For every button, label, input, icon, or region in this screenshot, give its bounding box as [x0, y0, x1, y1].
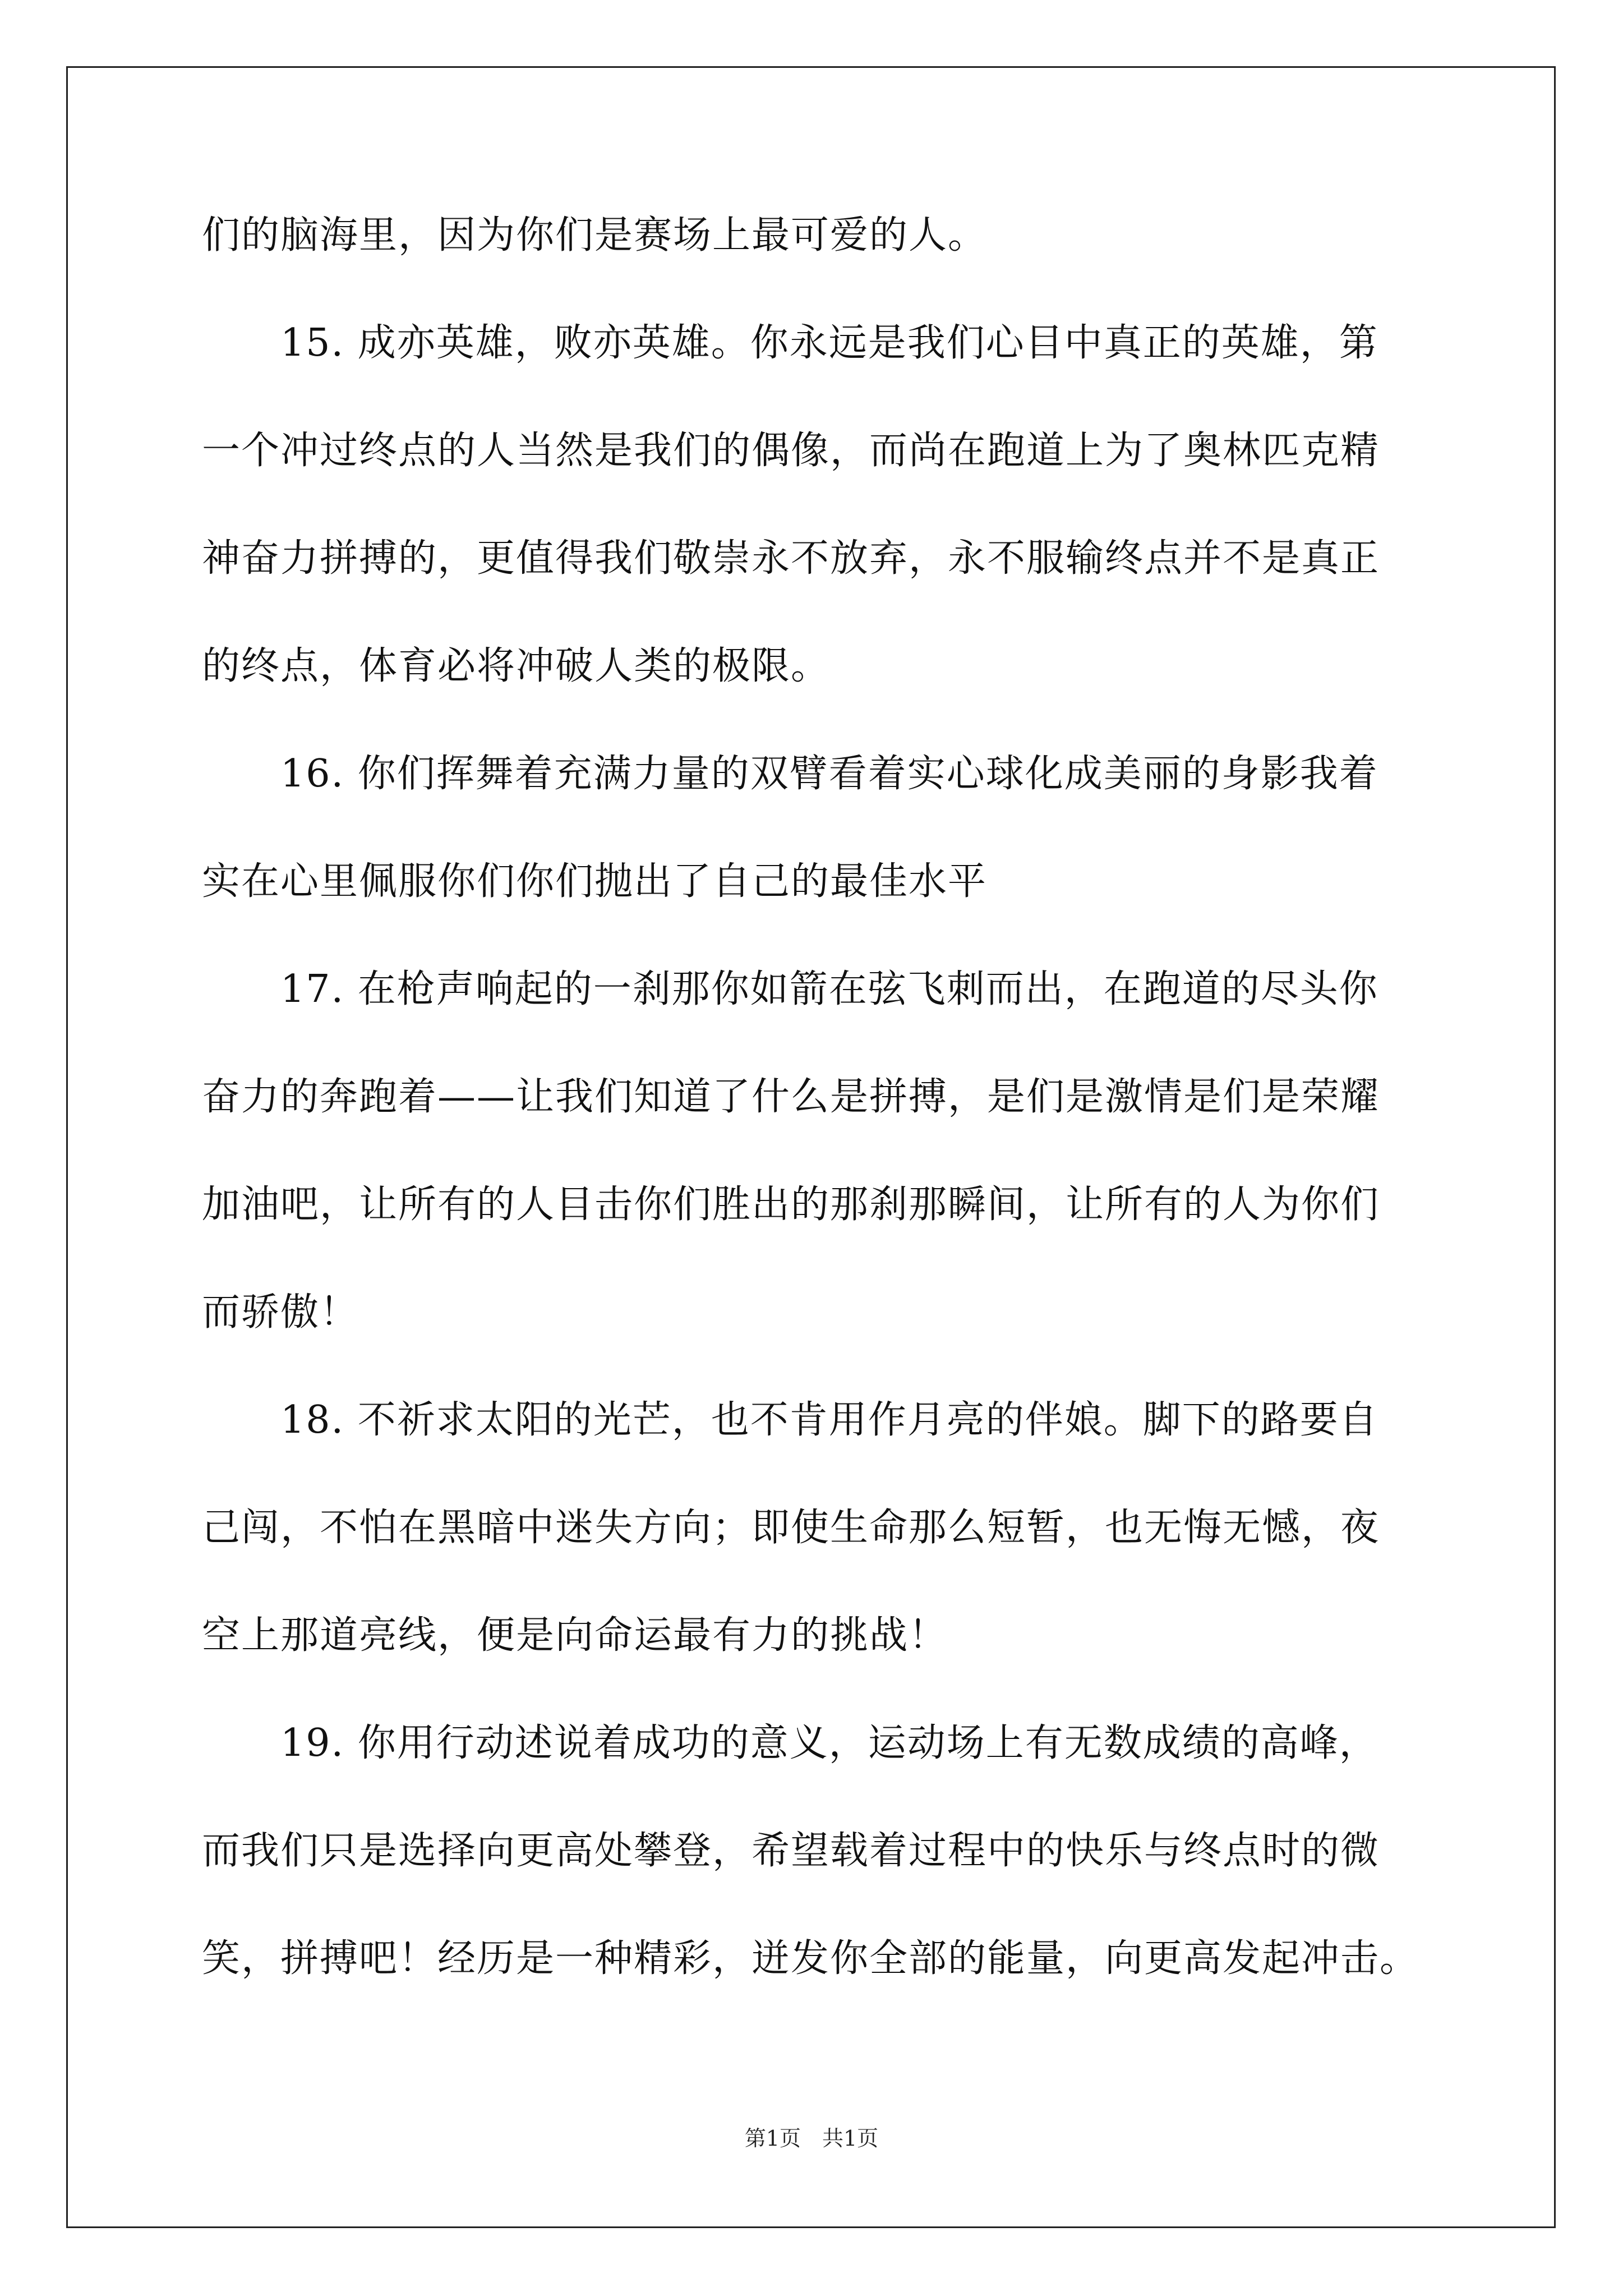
- text-line-17: 笑，拼搏吧！经历是一种精彩，迸发你全部的能量，向更高发起冲击。: [202, 1936, 1419, 1981]
- page-footer: [0, 2125, 1623, 2152]
- text-line-9: 奋力的奔跑着——让我们知道了什么是拼搏，是们是激情是们是荣耀: [202, 1075, 1380, 1119]
- text-line-16: 而我们只是选择向更高处攀登，希望载着过程中的快乐与终点时的微: [202, 1829, 1380, 1873]
- text-line-10: 加油吧，让所有的人目击你们胜出的那刹那瞬间，让所有的人为你们: [202, 1182, 1380, 1227]
- text-line-7: 实在心里佩服你们你们抛出了自己的最佳水平: [202, 859, 988, 904]
- text-line-6: 16. 你们挥舞着充满力量的双臂看着实心球化成美丽的身影我着: [202, 752, 1378, 796]
- text-line-12: 18. 不祈求太阳的光芒，也不肯用作月亮的伴娘。脚下的路要自: [202, 1398, 1378, 1442]
- text-line-13: 己闯，不怕在黑暗中迷失方向；即使生命那么短暂，也无悔无憾，夜: [202, 1506, 1380, 1550]
- text-line-14: 空上那道亮线，便是向命运最有力的挑战！: [202, 1613, 948, 1658]
- text-line-15: 19. 你用行动述说着成功的意义，运动场上有无数成绩的高峰，: [202, 1721, 1378, 1765]
- text-line-1: 们的脑海里，因为你们是赛场上最可爱的人。: [202, 213, 988, 257]
- document-body: [202, 213, 1424, 1981]
- text-line-2: 15. 成亦英雄，败亦英雄。你永远是我们心目中真正的英雄，第: [202, 321, 1378, 365]
- text-line-4: 神奋力拼搏的，更值得我们敬崇永不放弃，永不服输终点并不是真正: [202, 536, 1380, 581]
- text-line-8: 17. 在枪声响起的一刹那你如箭在弦飞刺而出，在跑道的尽头你: [202, 967, 1378, 1011]
- text-line-11: 而骄傲！: [202, 1290, 359, 1335]
- page-number-label: 第1页 共1页: [744, 2126, 879, 2151]
- text-line-3: 一个冲过终点的人当然是我们的偶像，而尚在跑道上为了奥林匹克精: [202, 429, 1380, 473]
- text-line-5: 的终点，体育必将冲破人类的极限。: [202, 644, 831, 688]
